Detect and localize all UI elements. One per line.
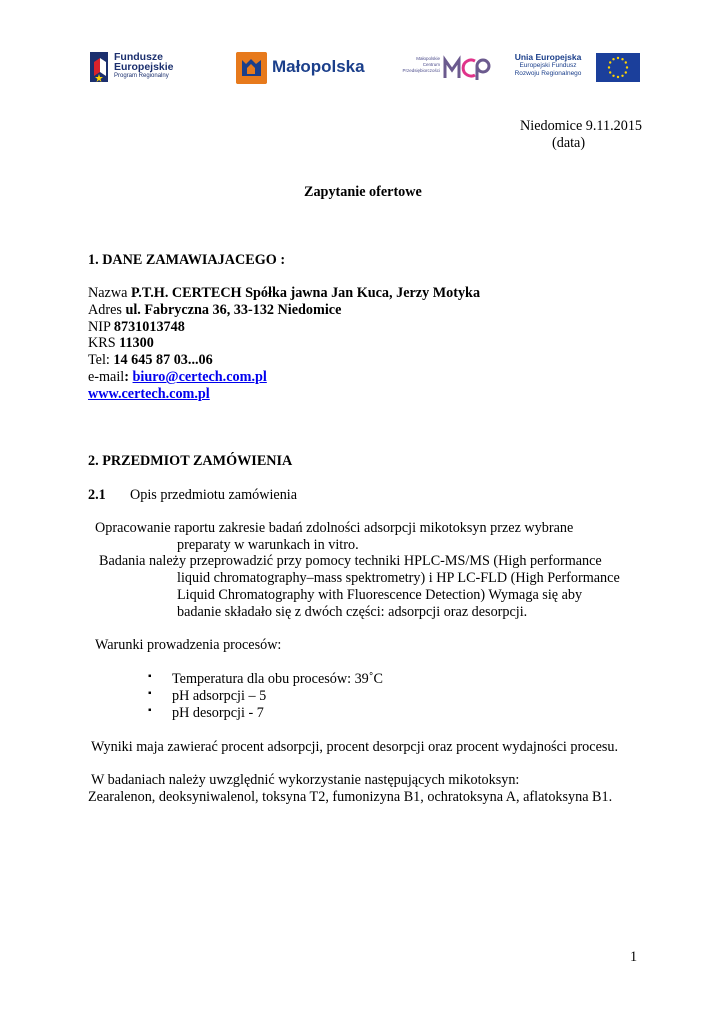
paragraph1-line2: preparaty w warunkach in vitro. (177, 537, 359, 553)
paragraph2-line4: badanie składało się z dwóch części: adsorpcji oraz desorpcji. (177, 604, 528, 620)
eu-line3: Rozwoju Regionalnego (514, 70, 582, 77)
website-link[interactable]: www.certech.com.pl (88, 386, 210, 402)
email-line (88, 369, 267, 386)
section2-heading: 2. PRZEDMIOT ZAMÓWIENIA (88, 453, 293, 469)
krs-line (88, 335, 154, 352)
tel-label: Tel: (88, 352, 114, 368)
nip-label: NIP (88, 319, 114, 335)
email-label: e-mail (88, 369, 125, 385)
tel-value: 14 645 87 03...06 (113, 352, 213, 368)
subsection-title: Opis przedmiotu zamówienia (130, 487, 298, 503)
paragraph2-line1: Badania należy przeprowadzić przy pomocy techniki HPLC-MS/MS (High performance (99, 553, 602, 569)
eu-title: Unia Europejska (514, 52, 582, 62)
subsection-number: 2.1 (88, 487, 106, 503)
malopolska-text: Małopolska (272, 57, 365, 76)
paragraph2-line2: liquid chromatography–mass spektrometry) i HP LC-FLD (High Performance (177, 570, 620, 586)
conditions-label: Warunki prowadzenia procesów: (95, 637, 282, 653)
mcp-logo (400, 50, 492, 86)
fe-star-mark-icon (88, 50, 110, 84)
logo-bar (84, 44, 640, 92)
mcp-mark-icon (443, 52, 491, 84)
email-colon: : (124, 369, 133, 385)
paragraph2-line3: Liquid Chromatography with Fluorescence Detection) Wymaga się aby (177, 587, 583, 603)
website-line (88, 386, 210, 403)
fundusze-europejskie-logo (88, 46, 198, 90)
eu-flag-icon (596, 53, 640, 82)
nip-line (88, 319, 185, 336)
bullet-item: pH desorpcji - 7 (172, 705, 264, 721)
bullet-item: pH adsorpcji – 5 (172, 688, 267, 704)
date-label: (data) (552, 135, 586, 151)
nip-value: 8731013748 (113, 319, 185, 335)
fe-line2: Europejskie (114, 61, 174, 73)
malopolska-logo (236, 52, 378, 84)
eu-line2: Europejski Fundusz (519, 62, 577, 69)
address-label: Adres (88, 302, 126, 318)
bullet-marker: ▪ (148, 688, 152, 699)
mycotoxins-line2: Zearalenon, deoksyniwalenol, toksyna T2, fumonizyna B1, ochratoksyna A, aflatoksyna B1. (88, 789, 613, 805)
eu-logo-text (508, 52, 588, 78)
name-label: Nazwa (88, 285, 131, 301)
name-line (88, 285, 480, 302)
place-date: Niedomice 9.11.2015 (520, 118, 643, 134)
krs-label: KRS (88, 335, 120, 351)
malopolska-emblem-icon (236, 52, 267, 84)
fe-line1: Fundusze (114, 51, 163, 63)
address-line (88, 302, 341, 319)
bullet-item: Temperatura dla obu procesów: 39˚C (172, 671, 383, 687)
paragraph1-line1: Opracowanie raportu zakresie badań zdolności adsorpcji mikotoksyn przez wybrane (95, 520, 574, 536)
krs-value: 11300 (119, 335, 154, 351)
section1-heading: 1. DANE ZAMAWIAJACEGO : (88, 252, 286, 268)
document-title: Zapytanie ofertowe (304, 184, 422, 200)
mcp-small-text: Małopolskie Centrum Przedsiębiorczości (402, 56, 440, 73)
bullet-marker: ▪ (148, 705, 152, 716)
results-paragraph: Wyniki maja zawierać procent adsorpcji, procent desorpcji oraz procent wydajności procesu. (91, 739, 619, 755)
page-number: 1 (630, 949, 638, 965)
bullet-marker: ▪ (148, 671, 152, 682)
mycotoxins-line1: W badaniach należy uwzględnić wykorzystanie następujących mikotoksyn: (91, 772, 520, 788)
unia-europejska-logo (508, 48, 640, 88)
name-value: P.T.H. CERTECH Spółka jawna Jan Kuca, Jerzy Motyka (130, 285, 481, 301)
address-value: ul. Fabryczna 36, 33-132 Niedomice (125, 302, 342, 318)
fe-logo-text (114, 52, 174, 81)
tel-line (88, 352, 213, 369)
fe-line3: Program Regionalny (114, 73, 169, 79)
email-link[interactable]: biuro@certech.com.pl (132, 369, 267, 385)
